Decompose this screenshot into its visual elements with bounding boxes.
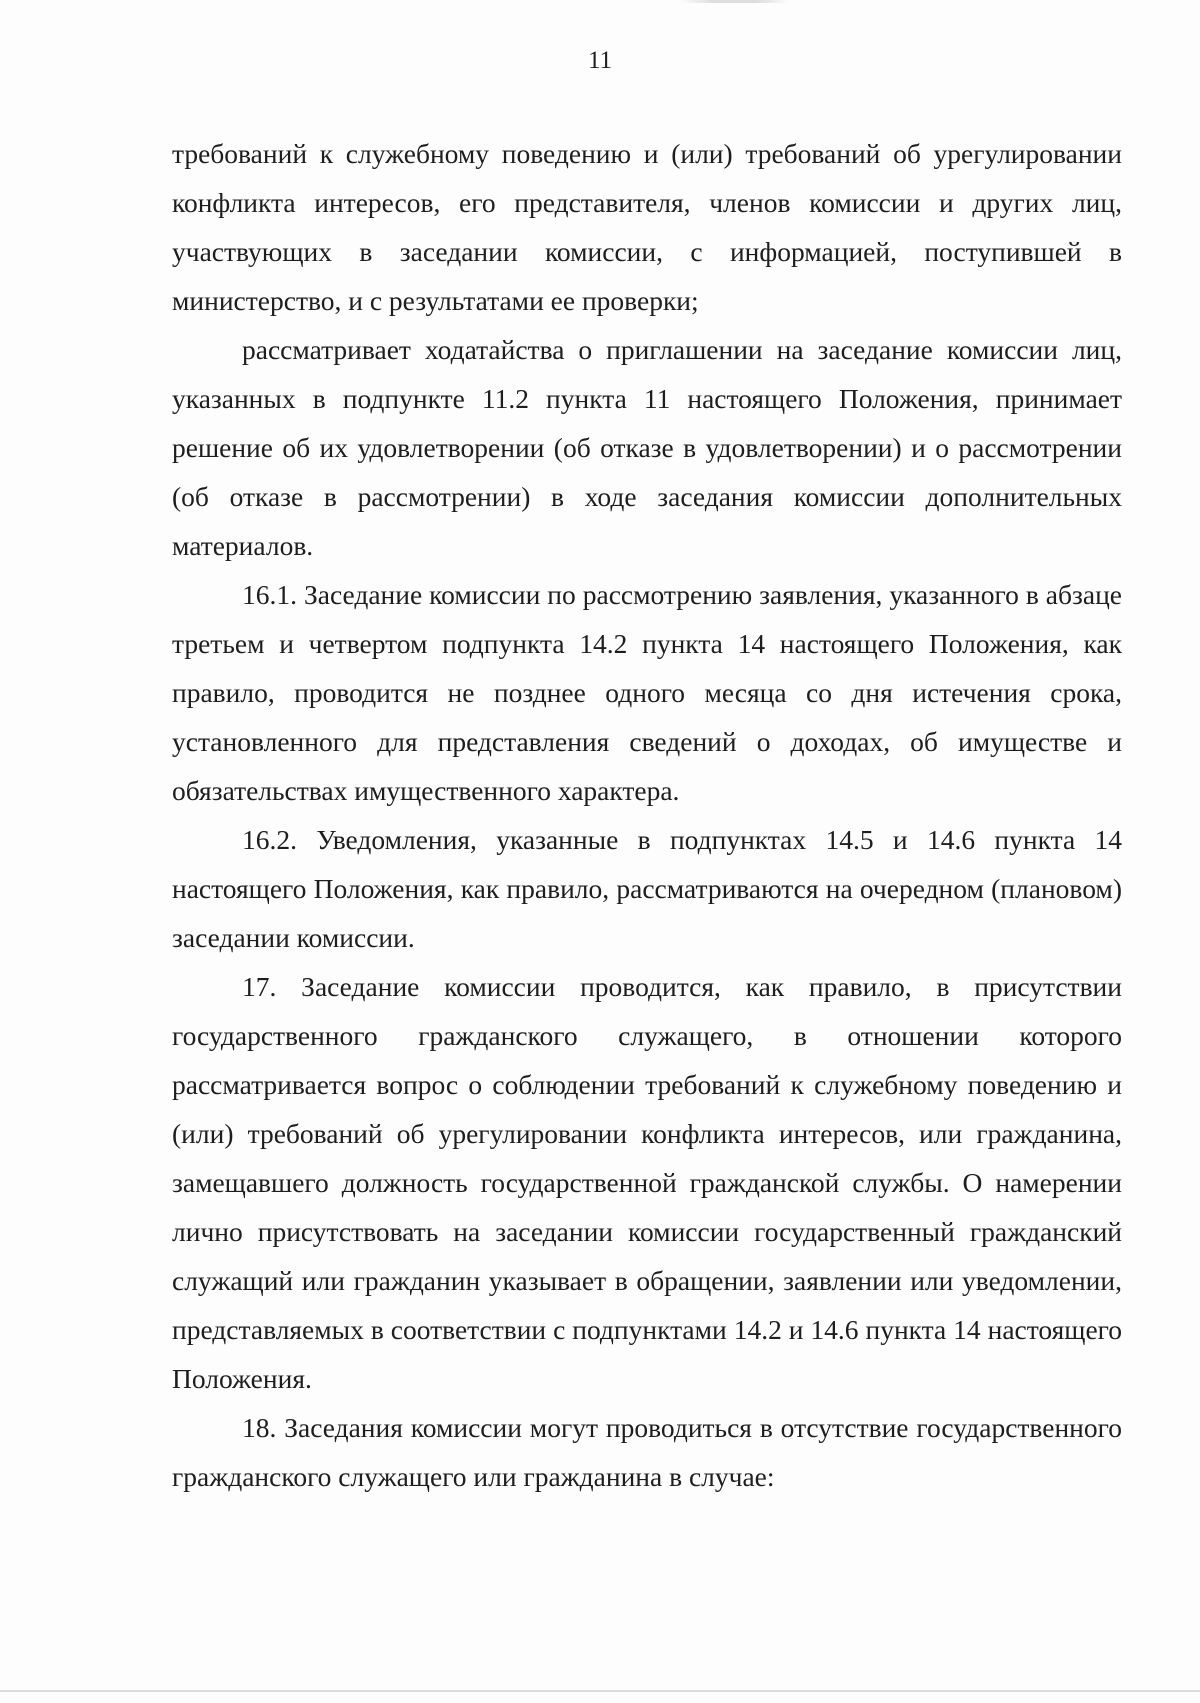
paragraph-16-2: 16.2. Уведомления, указанные в подпунктах 14.5 и 14.6 пункта 14 настоящего Положения, как правило, рассматриваются на очередном (плановом) заседании комиссии.	[172, 824, 1122, 953]
paragraph-continuation: требований к служебному поведению и (или) требований об урегулировании конфликта интересов, его представителя, членов комиссии и других лиц, участвующих в заседании комиссии, с информацией, поступившей в министерство, и с результатами ее проверки;	[172, 138, 1122, 316]
scan-edge-bottom	[0, 1690, 1200, 1692]
paragraph-16-1: 16.1. Заседание комиссии по рассмотрению заявления, указанного в абзаце третьем и четвертом подпункта 14.2 пункта 14 настоящего Положения, как правило, проводится не позднее одного месяца со дня истечения срока, установленного для представления сведений о доходах, об имуществе и обязательствах имущественного характера.	[172, 579, 1122, 806]
page-number: 11	[587, 47, 613, 74]
scan-edge-top	[680, 0, 790, 3]
paragraph-petitions: рассматривает ходатайства о приглашении на заседание комиссии лиц, указанных в подпункте 11.2 пункта 11 настоящего Положения, принимает решение об их удовлетворении (об отказе в удовлетворении) и о рассмотрении (об отказе в рассмотрении) в ходе заседания комиссии дополнительных материалов.	[172, 334, 1122, 561]
document-body	[172, 129, 1122, 1501]
paragraph-18: 18. Заседания комиссии могут проводиться в отсутствие государственного гражданского служащего или гражданина в случае:	[172, 1412, 1122, 1492]
paragraph-17: 17. Заседание комиссии проводится, как правило, в присутствии государственного гражданского служащего, в отношении которого рассматривается вопрос о соблюдении требований к служебному поведению и (или) требований об урегулировании конфликта интересов, или гражданина, замещавшего должность государственной гражданской службы. О намерении лично присутствовать на заседании комиссии государственный гражданский служащий или гражданин указывает в обращении, заявлении или уведомлении, представляемых в соответствии с подпунктами 14.2 и 14.6 пункта 14 настоящего Положения.	[172, 971, 1122, 1394]
